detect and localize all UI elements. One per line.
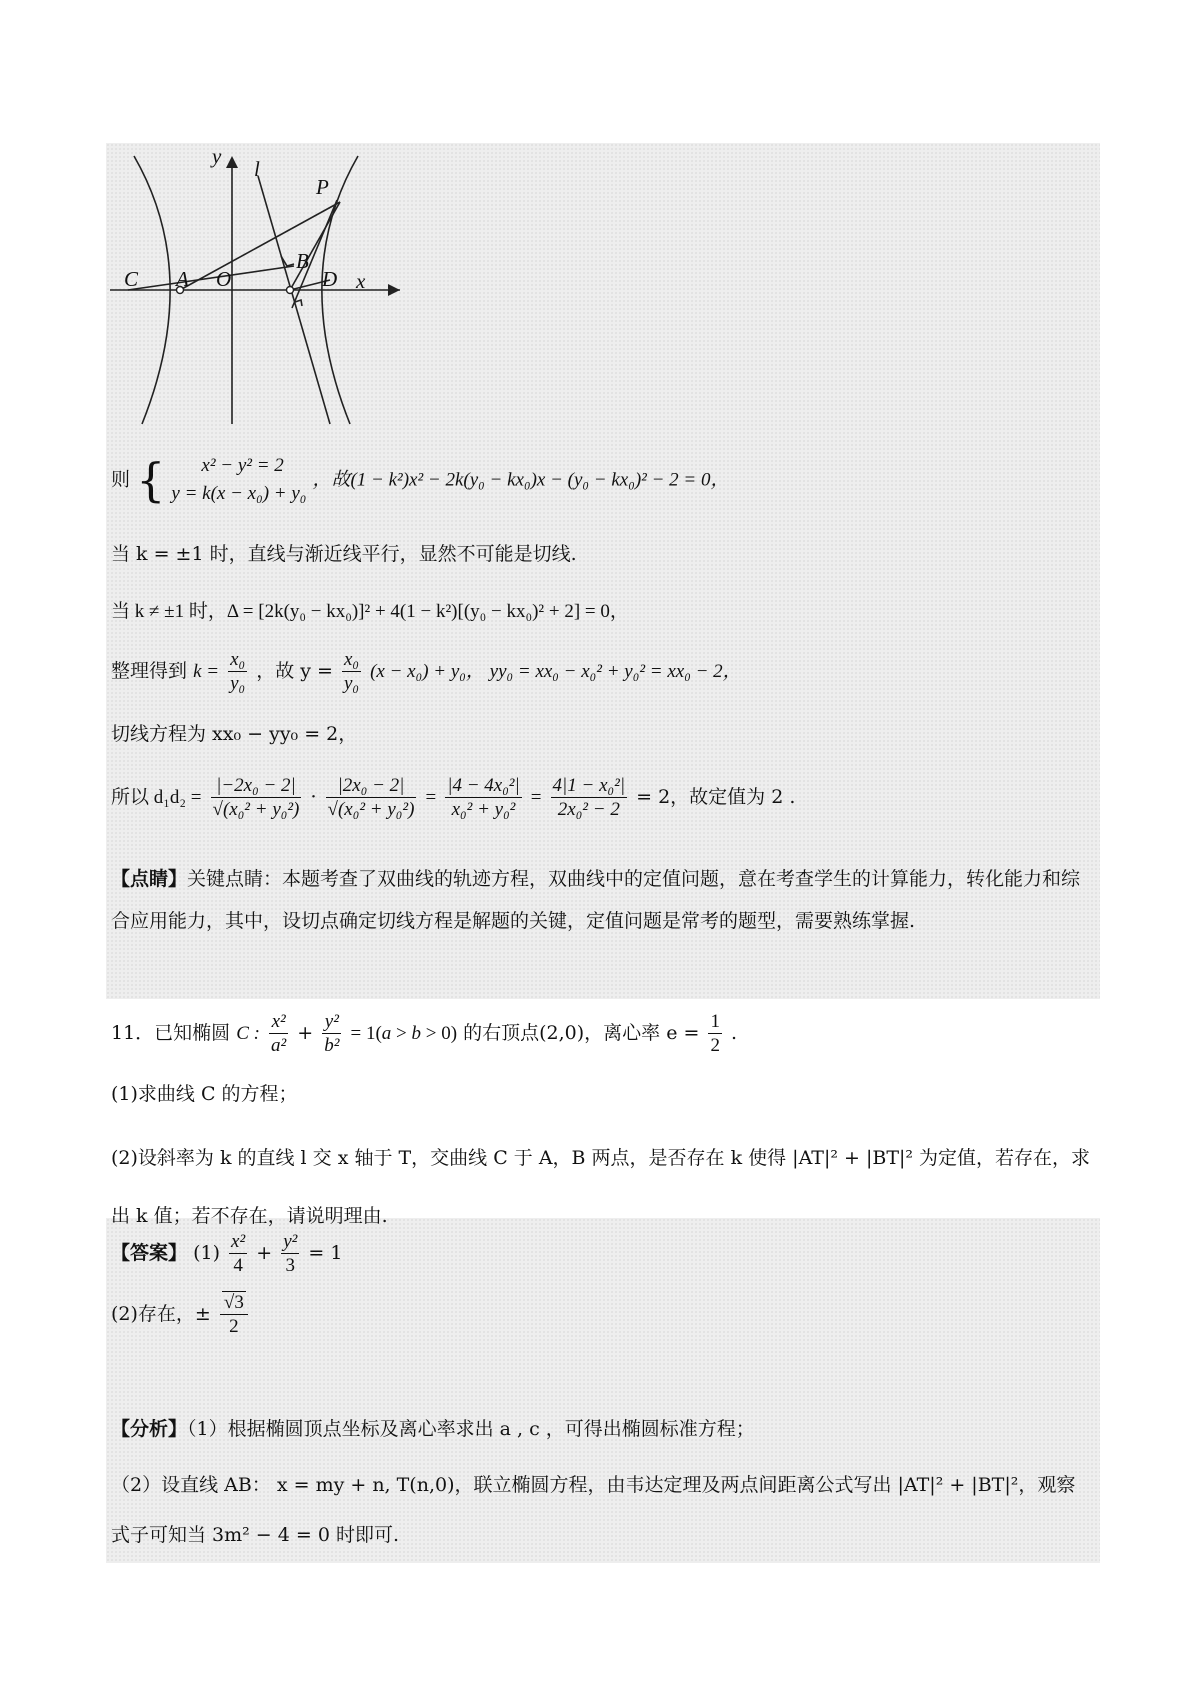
tangent-equation: 切线方程为 xx₀ − yy₀ = 2， bbox=[111, 723, 358, 745]
segment-AP bbox=[180, 202, 340, 290]
comment-label: 【点睛】 bbox=[111, 868, 188, 890]
problem-11-stem: 11．已知椭圆 C : $\frac{\text{x²}}{\text{a²}}$ + $\frac{\text{y²}}{\text{b²}}$ = 1(a > b > 0) 的右顶点(2,0)，离心率 e = $\frac{1}{2}$ . bbox=[111, 1011, 738, 1056]
fraction-4 bbox=[551, 776, 628, 819]
system-result: ，故(1 − k²)x² − 2k(y₀ − kx₀)x − (y₀ − kx₀)² − 2 = 0， bbox=[312, 469, 730, 491]
label-C: C bbox=[124, 267, 139, 291]
label-l: l bbox=[254, 157, 260, 181]
system-line bbox=[111, 452, 730, 508]
tidy-k-fraction bbox=[228, 650, 247, 693]
y-arrow-icon bbox=[226, 156, 238, 168]
label-O: O bbox=[216, 267, 232, 291]
stem-rest: 的右顶点(2,0)，离心率 e = bbox=[463, 1022, 700, 1044]
tidy-k-den: y₀ bbox=[230, 673, 246, 694]
tidy-k-num: x₀ bbox=[230, 649, 246, 670]
answer-line-1: 【答案】 (1) $\frac{\text{x²}}{4}$ + $\frac{\text{y²}}{3}$ = 1 bbox=[111, 1231, 343, 1276]
answer-1-tail: = 1 bbox=[308, 1242, 343, 1264]
tidy-rest: (x − x₀) + y₀， yy₀ = xx₀ − x₀² + y₀² = xx₀ − 2， bbox=[370, 661, 742, 682]
fraction-3-num: |4 − 4x₀²| bbox=[447, 775, 520, 796]
fraction-1-den: √(x₀² + y₀²) bbox=[212, 799, 300, 820]
x-arrow-icon bbox=[388, 284, 400, 296]
tidy-y-num: x₀ bbox=[344, 649, 360, 670]
comment-text: 关键点睛：本题考查了双曲线的轨迹方程，双曲线中的定值问题，意在考查学生的计算能力，转化能力和综合应用能力，其中，设切点确定切线方程是解题的关键，定值问题是常考的题型，需要熟练掌握. bbox=[111, 868, 1081, 932]
fraction-2 bbox=[326, 776, 417, 819]
point-B-marker bbox=[287, 287, 294, 294]
case-k-pm1: 当 k = ±1 时，直线与渐近线平行，显然不可能是切线. bbox=[111, 543, 577, 565]
hyperbola-figure bbox=[104, 148, 414, 430]
label-B: B bbox=[296, 249, 309, 273]
fraction-2-num: |2x₀ − 2| bbox=[326, 776, 417, 798]
tidy-mid: ，故 y = bbox=[256, 660, 333, 682]
answer-label: 【答案】 bbox=[111, 1242, 188, 1264]
tidy-k: k = bbox=[193, 661, 220, 682]
eccentricity-fraction: $\frac{1}{2}$ bbox=[710, 1011, 720, 1056]
tidy-y-den: y₀ bbox=[344, 673, 360, 694]
fraction-4-num: 4|1 − x₀²| bbox=[552, 775, 626, 796]
brace-icon: { bbox=[136, 453, 166, 507]
fraction-3 bbox=[445, 776, 522, 819]
answer-y-term: $\frac{\text{y²}}{3}$ bbox=[283, 1231, 298, 1276]
fraction-1 bbox=[211, 776, 302, 819]
product-result: = 2，故定值为 2 . bbox=[636, 786, 796, 808]
label-x: x bbox=[356, 269, 366, 293]
answer-line-2 bbox=[111, 1293, 251, 1336]
answer-2-prefix: (2)存在，± bbox=[111, 1303, 211, 1325]
comment-paragraph bbox=[111, 858, 1093, 942]
question-1: (1)求曲线 C 的方程； bbox=[111, 1083, 298, 1105]
product-line: 所以 d₁d₂ = $\frac{\text{|−2x₀ − 2|}}{\text{√(x₀² + y₀²)}}$ · $\frac{\text{|2x₀ − 2|}}{\text{√(x₀² + y₀²)}}$ = $\frac{\text{|4 − 4x₀²|}}{\text{x₀² + y₀²}}$ = $\frac{\text{4|1 − x₀²|}}{\text{2x₀² − 2}}$ = 2，故定值为 2 . bbox=[111, 775, 796, 820]
ellipse-x-term: $\frac{\text{x²}}{\text{a²}}$ bbox=[271, 1011, 287, 1056]
fraction-3-den: x₀² + y₀² bbox=[451, 799, 516, 820]
tidy-line bbox=[111, 650, 742, 693]
label-y: y bbox=[212, 148, 222, 168]
label-A: A bbox=[176, 267, 189, 291]
ellipse-y-term: $\frac{\text{y²}}{\text{b²}}$ bbox=[324, 1011, 340, 1056]
analysis-1: （1）根据椭圆顶点坐标及离心率求出 a , c ，可得出椭圆标准方程； bbox=[187, 1418, 755, 1440]
answer-1-prefix: (1) bbox=[193, 1242, 220, 1264]
tidy-y-fraction bbox=[342, 650, 361, 693]
product-prefix: 所以 d₁d₂ = bbox=[111, 787, 202, 808]
tidy-prefix: 整理得到 bbox=[111, 660, 188, 682]
stem-ellipse: C : bbox=[236, 1023, 260, 1044]
label-D: D bbox=[322, 267, 338, 291]
answer-2-fraction: $\frac{√3}{2}$ bbox=[220, 1293, 248, 1336]
fraction-1-num: |−2x₀ − 2| bbox=[211, 776, 302, 798]
system-prefix: 则 bbox=[111, 468, 131, 491]
answer-x-term: $\frac{\text{x²}}{4}$ bbox=[231, 1231, 246, 1276]
stem-prefix: 11．已知椭圆 bbox=[111, 1022, 231, 1044]
system-eq1: x² − y² = 2 bbox=[201, 455, 284, 476]
segment-CB bbox=[128, 266, 294, 290]
question-2: (2)设斜率为 k 的直线 l 交 x 轴于 T，交曲线 C 于 A，B 两点，是否存在 k 使得 |AT|² + |BT|² 为定值，若存在，求出 k 值；若不存在，请说明理由. bbox=[111, 1147, 1091, 1227]
case-k-neq: 当 k ≠ ±1 时，Δ = [2k(y₀ − kx₀)]² + 4(1 − k²)[(y₀ − kx₀)² + 2] = 0， bbox=[111, 601, 629, 622]
fraction-4-den: 2x₀² − 2 bbox=[557, 799, 620, 820]
stem-end: . bbox=[731, 1022, 738, 1044]
analysis-line-1 bbox=[111, 1420, 755, 1439]
analysis-2: （2）设直线 AB： x = my + n, T(n,0)，联立椭圆方程，由韦达定理及两点间距离公式写出 |AT|² + |BT|²，观察式子可知当 3m² − 4 = 0 时即可. bbox=[111, 1474, 1076, 1546]
analysis-label: 【分析】 bbox=[111, 1418, 188, 1440]
fraction-2-den: √(x₀² + y₀²) bbox=[327, 799, 415, 820]
system-eq2: y = k(x − x₀) + y₀ bbox=[171, 483, 307, 504]
label-P: P bbox=[316, 175, 329, 199]
